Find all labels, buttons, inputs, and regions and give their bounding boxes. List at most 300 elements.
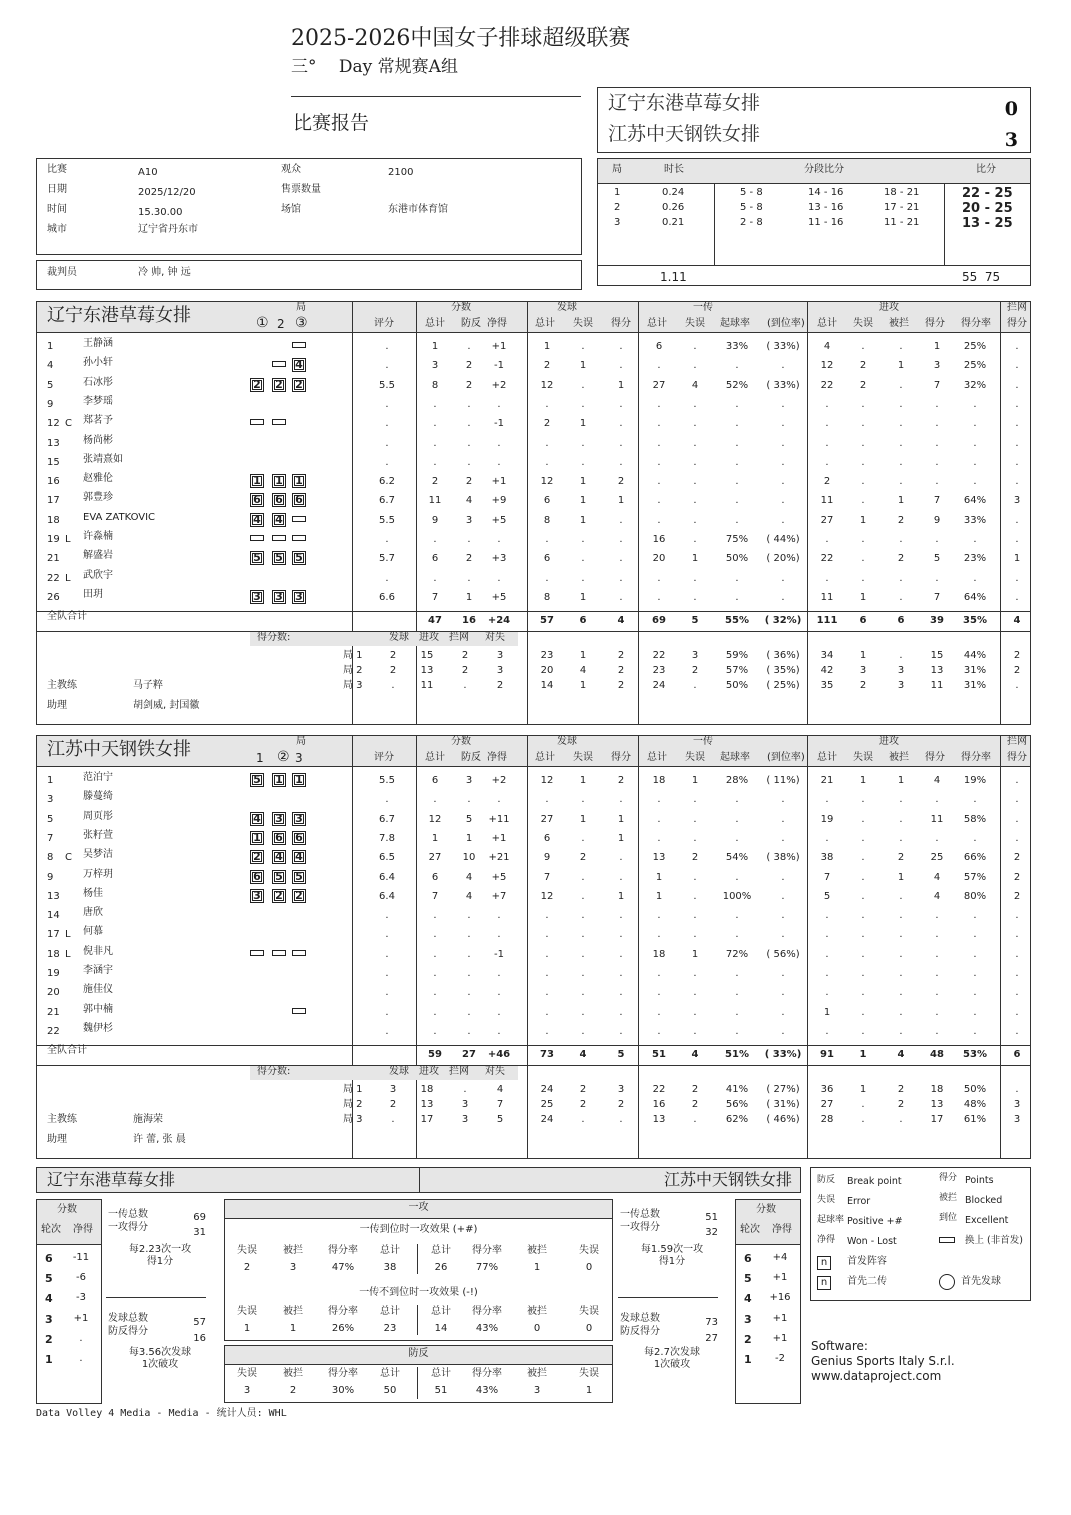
points: .: [433, 437, 437, 449]
set-reception: 2: [691, 1084, 699, 1095]
points-by-type: 3: [461, 1114, 469, 1125]
reception: .: [735, 794, 739, 806]
set-attack: 3: [897, 665, 905, 676]
attack: .: [861, 948, 865, 960]
match-subtitle: 三° Day 常规赛A组: [291, 57, 458, 77]
legend-key: 净得: [817, 1235, 836, 1245]
legend-desc: Positive +#: [847, 1216, 903, 1227]
attack: .: [973, 1025, 977, 1037]
set-serve: 2: [579, 1099, 587, 1110]
attack: .: [861, 572, 865, 584]
set-reception: ( 35%): [766, 665, 800, 676]
points: .: [433, 1006, 437, 1018]
col-head-attack: 进攻: [879, 302, 899, 313]
footer: Data Volley 4 Media - Media - 统计人员: WHL: [36, 1408, 287, 1419]
reception: .: [657, 910, 661, 922]
starting-position: 3: [250, 590, 264, 604]
serve: 1: [579, 813, 587, 825]
rule: [1000, 631, 1001, 725]
points: +11: [488, 813, 510, 825]
points: 2: [465, 360, 473, 372]
player-name: 唐欣: [83, 907, 103, 919]
attack: .: [899, 794, 903, 806]
set-reception: ( 36%): [766, 650, 800, 661]
rating: 5.7: [379, 553, 395, 565]
reception: .: [693, 534, 697, 545]
attack: .: [935, 832, 939, 844]
block: .: [1015, 379, 1019, 391]
legend-second: 首先二传: [847, 1276, 887, 1287]
points-type-head: 进攻: [419, 1066, 439, 1077]
rotation-net: -3: [76, 1292, 86, 1304]
player-name: 许淼楠: [83, 531, 113, 542]
col-head: 得分率: [328, 1368, 358, 1379]
stat-cell: 47%: [331, 1262, 355, 1273]
attack: .: [899, 987, 903, 999]
rule: [807, 736, 808, 1066]
legend-starter: 首发阵容: [847, 1256, 887, 1267]
rotation-number: 6: [45, 1252, 53, 1265]
rating: .: [385, 987, 389, 999]
points: 6: [431, 775, 439, 786]
points: .: [467, 948, 471, 960]
reception: .: [781, 794, 785, 806]
attack: .: [935, 929, 939, 941]
rating: 6.7: [379, 495, 395, 507]
set-reception: 22: [652, 650, 666, 661]
reception: .: [657, 476, 661, 488]
total-attack: 111: [816, 615, 838, 626]
set-partial: 11 - 16: [808, 217, 844, 228]
col-subhead: 得分: [925, 318, 945, 329]
serve: .: [619, 534, 623, 545]
set-reception: 50%: [725, 680, 749, 691]
reception: .: [657, 1025, 661, 1037]
reception: .: [693, 1025, 697, 1037]
attack: .: [861, 929, 865, 941]
info-value: 15.30.00: [138, 207, 183, 218]
coach-name: 施海荣: [133, 1114, 163, 1125]
rule: [417, 1244, 418, 1274]
rule: [225, 1218, 612, 1219]
reception: .: [735, 514, 739, 526]
points: .: [467, 929, 471, 941]
col-subhead: (到位率): [767, 318, 805, 329]
stat-cell: 3: [289, 1262, 297, 1273]
set-reception: 41%: [725, 1084, 749, 1095]
attack: 4: [933, 890, 941, 902]
legend-key: 失误: [817, 1195, 836, 1205]
attack: .: [935, 572, 939, 584]
stat-value: 57: [193, 1317, 206, 1328]
serve: .: [581, 572, 585, 584]
block: .: [1015, 456, 1019, 468]
reception: .: [657, 1006, 661, 1018]
stat-cell: 51: [434, 1385, 448, 1396]
set-score: 20 - 25: [962, 201, 1013, 216]
col-head: 得分率: [472, 1306, 502, 1317]
set-reception: 16: [652, 1099, 666, 1110]
serve: .: [581, 987, 585, 999]
col-head: 得分率: [472, 1245, 502, 1256]
rotation-box: [36, 1199, 102, 1404]
reception: .: [657, 968, 661, 979]
starting-position: 3: [292, 590, 306, 604]
attack: .: [935, 968, 939, 979]
reception: 27: [652, 379, 666, 391]
serve: .: [619, 871, 623, 883]
rotation-number: 5: [45, 1272, 53, 1286]
total-reception: ( 33%): [764, 1049, 802, 1060]
set-mark: 2: [277, 317, 285, 331]
set-attack: 3: [859, 665, 867, 676]
summary-left-team: 辽宁东港草莓女排: [47, 1170, 176, 1189]
attack: .: [899, 968, 903, 979]
rule: [272, 361, 286, 367]
reception: 16: [652, 534, 666, 545]
player-name: 赵雅伦: [83, 473, 113, 485]
total-block: 6: [1013, 1049, 1021, 1060]
set-attack: 3: [897, 680, 905, 691]
attack: 1: [897, 360, 905, 372]
serve: .: [619, 794, 623, 806]
points: .: [497, 794, 501, 806]
attack: .: [935, 794, 939, 806]
block: .: [1015, 948, 1019, 960]
attack: 32%: [963, 379, 987, 391]
player-number: 22: [47, 1025, 60, 1037]
total-reception: 51%: [725, 1049, 749, 1060]
set-reception: ( 25%): [766, 680, 800, 691]
set-serve: 4: [579, 665, 587, 676]
reception: 1: [655, 890, 663, 902]
points: +21: [488, 852, 510, 864]
sets-head-set: 局: [612, 164, 622, 175]
reception: .: [693, 360, 697, 372]
player-name: 杨尚彬: [83, 434, 113, 446]
points: +5: [491, 871, 507, 883]
rule: [417, 1305, 418, 1335]
attack: 2: [859, 360, 867, 372]
reception: .: [735, 987, 739, 999]
points-type-head: 拦网: [449, 1066, 469, 1077]
rule: [527, 736, 528, 1066]
player-number: 18: [47, 514, 60, 526]
rotation-subhead: 净得: [73, 1224, 93, 1235]
attack: .: [973, 456, 977, 468]
reception: .: [657, 813, 661, 825]
reception: .: [657, 456, 661, 468]
rotation-number: 5: [744, 1272, 752, 1286]
set-serve: 14: [540, 680, 554, 691]
info-label: 比赛: [47, 164, 67, 175]
rule: [250, 950, 264, 956]
points: -1: [494, 418, 504, 430]
attack: .: [861, 437, 865, 449]
attack: .: [825, 1025, 829, 1037]
info-value: A10: [138, 167, 158, 178]
col-subhead: 得分: [1007, 318, 1027, 329]
stat-cell: 43%: [475, 1385, 499, 1396]
stat-note: 得1分: [658, 1256, 686, 1267]
player-number: 17: [47, 495, 60, 507]
reception: .: [781, 987, 785, 999]
attack: .: [861, 832, 865, 844]
points: 4: [465, 495, 473, 507]
total-attack: 6: [897, 615, 905, 626]
attack: 7: [933, 495, 941, 507]
points: +2: [491, 379, 507, 391]
rating: 7.8: [379, 832, 395, 844]
rule: [352, 736, 353, 1066]
player-number: 19: [47, 968, 60, 979]
attack: 2: [859, 379, 867, 391]
starting-position: 6: [250, 493, 264, 507]
serve: .: [581, 832, 585, 844]
reception: .: [657, 794, 661, 806]
referee-label: 裁判员: [47, 267, 77, 278]
serve: .: [545, 948, 549, 960]
attack: 1: [859, 775, 867, 786]
reception: .: [781, 456, 785, 468]
col-subhead: 得分: [1007, 752, 1027, 763]
attack: .: [973, 832, 977, 844]
starting-position: 4: [292, 358, 306, 372]
rule: [106, 1297, 206, 1298]
info-value: 2025/12/20: [138, 187, 196, 198]
coach-label: 主教练: [47, 680, 77, 691]
col-head-set: 局: [296, 302, 306, 313]
legend-desc: 换上 (非首发): [965, 1235, 1023, 1246]
total-points: 27: [462, 1049, 476, 1060]
total-attack: 6: [859, 615, 867, 626]
set-mark: ①: [256, 315, 269, 331]
block: .: [1015, 572, 1019, 584]
points-by-type: 5: [496, 1114, 504, 1125]
stat-cell: 2: [243, 1262, 251, 1273]
serve: .: [581, 437, 585, 449]
attack: .: [825, 418, 829, 430]
competition-title: 2025-2026中国女子排球超级联赛: [291, 26, 631, 51]
serve: .: [619, 418, 623, 430]
serve: 1: [579, 418, 587, 430]
player-name: 张靖熹如: [83, 453, 123, 465]
serve: .: [545, 534, 549, 545]
points-by-type: 11: [420, 680, 434, 691]
points: +1: [491, 476, 507, 488]
rotation-subhead: 轮次: [740, 1224, 760, 1235]
stat-value: 32: [705, 1227, 718, 1238]
reception: 54%: [725, 852, 749, 864]
attack: 22: [820, 379, 834, 391]
col-subhead: 净得: [487, 318, 507, 329]
col-head: 得分率: [328, 1245, 358, 1256]
col-head: 失误: [579, 1306, 599, 1317]
legend-desc: Points: [965, 1175, 994, 1186]
reception: .: [657, 514, 661, 526]
attack: 22: [820, 553, 834, 565]
starting-position: 2: [272, 889, 286, 903]
stat-note: 每1.59次一攻: [640, 1244, 704, 1255]
legend: [810, 1167, 1031, 1301]
attack: .: [899, 418, 903, 430]
serve: .: [581, 910, 585, 922]
points: .: [467, 794, 471, 806]
set-duration: 0.24: [662, 187, 685, 198]
block: .: [1015, 591, 1019, 603]
player-role: L: [65, 572, 71, 584]
reception: .: [735, 1025, 739, 1037]
scoreboard: [597, 87, 1031, 153]
player-number: 20: [47, 987, 60, 999]
serve: .: [619, 341, 623, 352]
set-serve: .: [619, 1114, 623, 1125]
col-subhead: 起球率: [720, 752, 750, 763]
attack: 19: [820, 813, 834, 825]
set-scores: [597, 158, 1031, 286]
set-attack: 31%: [963, 680, 987, 691]
reception: 75%: [725, 534, 749, 545]
col-subhead: 失误: [685, 752, 705, 763]
attack: .: [899, 910, 903, 922]
serve: 1: [579, 360, 587, 372]
set-partial: 18 - 21: [884, 187, 920, 198]
set-mark: 1: [256, 751, 264, 765]
player-number: 5: [47, 813, 54, 825]
rotation-number: 2: [744, 1332, 752, 1346]
set-attack: .: [899, 1114, 903, 1125]
stat-label: 一攻得分: [620, 1222, 660, 1233]
reception: 1: [691, 948, 699, 960]
attack: .: [861, 890, 865, 902]
block: 2: [1013, 852, 1021, 864]
points: 11: [428, 495, 442, 507]
set-reception: 2: [691, 1099, 699, 1110]
block: .: [1015, 476, 1019, 488]
set-attack: .: [861, 1099, 865, 1110]
reception: 20: [652, 553, 666, 565]
rating: .: [385, 341, 389, 352]
player-name: 李梦瑶: [83, 395, 113, 407]
legend-key: 防反: [817, 1175, 836, 1185]
points: .: [467, 968, 471, 979]
points: 1: [431, 832, 439, 844]
total-attack: 48: [930, 1049, 944, 1060]
set-serve: 24: [540, 1114, 554, 1125]
stat-label: 发球总数: [620, 1313, 660, 1324]
reception: .: [693, 418, 697, 430]
attack: .: [973, 794, 977, 806]
serve: .: [545, 398, 549, 410]
attack: .: [935, 1006, 939, 1018]
attack: .: [861, 910, 865, 922]
side-stats: [106, 1205, 214, 1405]
legend-key: 得分: [939, 1173, 958, 1183]
points-by-type: 2: [461, 650, 469, 661]
rating: 6.6: [379, 591, 395, 603]
attack: .: [861, 1025, 865, 1037]
starting-position: 1: [272, 773, 286, 787]
player-name: 周页彤: [83, 810, 113, 822]
reception: .: [781, 871, 785, 883]
reception: 4: [691, 379, 699, 391]
serve: .: [581, 929, 585, 941]
stat-cell: 0: [533, 1323, 541, 1334]
points-by-type-label: 得分数:: [257, 632, 291, 643]
player-name: 李涵宇: [83, 965, 113, 976]
player-name: 郭中楠: [83, 1003, 113, 1015]
block: 1: [1013, 553, 1021, 565]
points-by-type: 2: [496, 680, 504, 691]
serve: 8: [543, 591, 551, 603]
reception: .: [735, 418, 739, 430]
col-subhead: 防反: [461, 752, 481, 763]
reception: .: [781, 418, 785, 430]
total-score: 55 75: [962, 270, 1001, 284]
reception: .: [781, 514, 785, 526]
player-number: 19: [47, 534, 60, 545]
serve: 7: [543, 871, 551, 883]
attack: .: [899, 476, 903, 488]
block: .: [1015, 341, 1019, 352]
stat-cell: 26: [434, 1262, 448, 1273]
assistant-names: 胡剑威, 封国徽: [133, 700, 200, 711]
reception: .: [735, 572, 739, 584]
attack: .: [935, 948, 939, 960]
attack: .: [935, 437, 939, 449]
points-by-type: 2: [389, 665, 397, 676]
serve: .: [581, 871, 585, 883]
starting-position: 4: [250, 812, 264, 826]
player-name: 解盛岩: [83, 550, 113, 562]
set-attack: 44%: [963, 650, 987, 661]
col-head: 失误: [237, 1306, 257, 1317]
reception: .: [735, 968, 739, 979]
rotation-number: 1: [744, 1353, 752, 1366]
away-sets: 3: [1004, 129, 1018, 151]
player-number: 13: [47, 890, 60, 902]
col-subhead: 被拦: [889, 318, 909, 329]
stat-value: 27: [705, 1333, 718, 1344]
starting-position: 1: [292, 474, 306, 488]
rule: [807, 1065, 808, 1159]
points: 1: [465, 591, 473, 603]
attack: .: [861, 968, 865, 979]
info-value: 东港市体育馆: [388, 204, 448, 215]
reception: ( 38%): [766, 852, 800, 864]
serve: .: [581, 341, 585, 352]
col-head: 被拦: [527, 1245, 547, 1256]
points: .: [497, 910, 501, 922]
serve: 1: [617, 379, 625, 391]
col-head: 被拦: [527, 1306, 547, 1317]
reception: .: [781, 929, 785, 941]
rating: .: [385, 534, 389, 545]
points-by-type: 18: [420, 1084, 434, 1095]
coach-label: 主教练: [47, 1114, 77, 1125]
stat-cell: 0: [585, 1262, 593, 1273]
col-head-block: 拦网: [1007, 302, 1027, 313]
set-serve: 3: [617, 1084, 625, 1095]
player-name: 田玥: [83, 588, 103, 600]
block: .: [1015, 832, 1019, 844]
attack: 25: [930, 852, 944, 864]
reception: .: [693, 437, 697, 449]
points: 6: [431, 553, 439, 565]
points: .: [433, 398, 437, 410]
total-serve: 5: [617, 1049, 625, 1060]
points: 6: [431, 871, 439, 883]
